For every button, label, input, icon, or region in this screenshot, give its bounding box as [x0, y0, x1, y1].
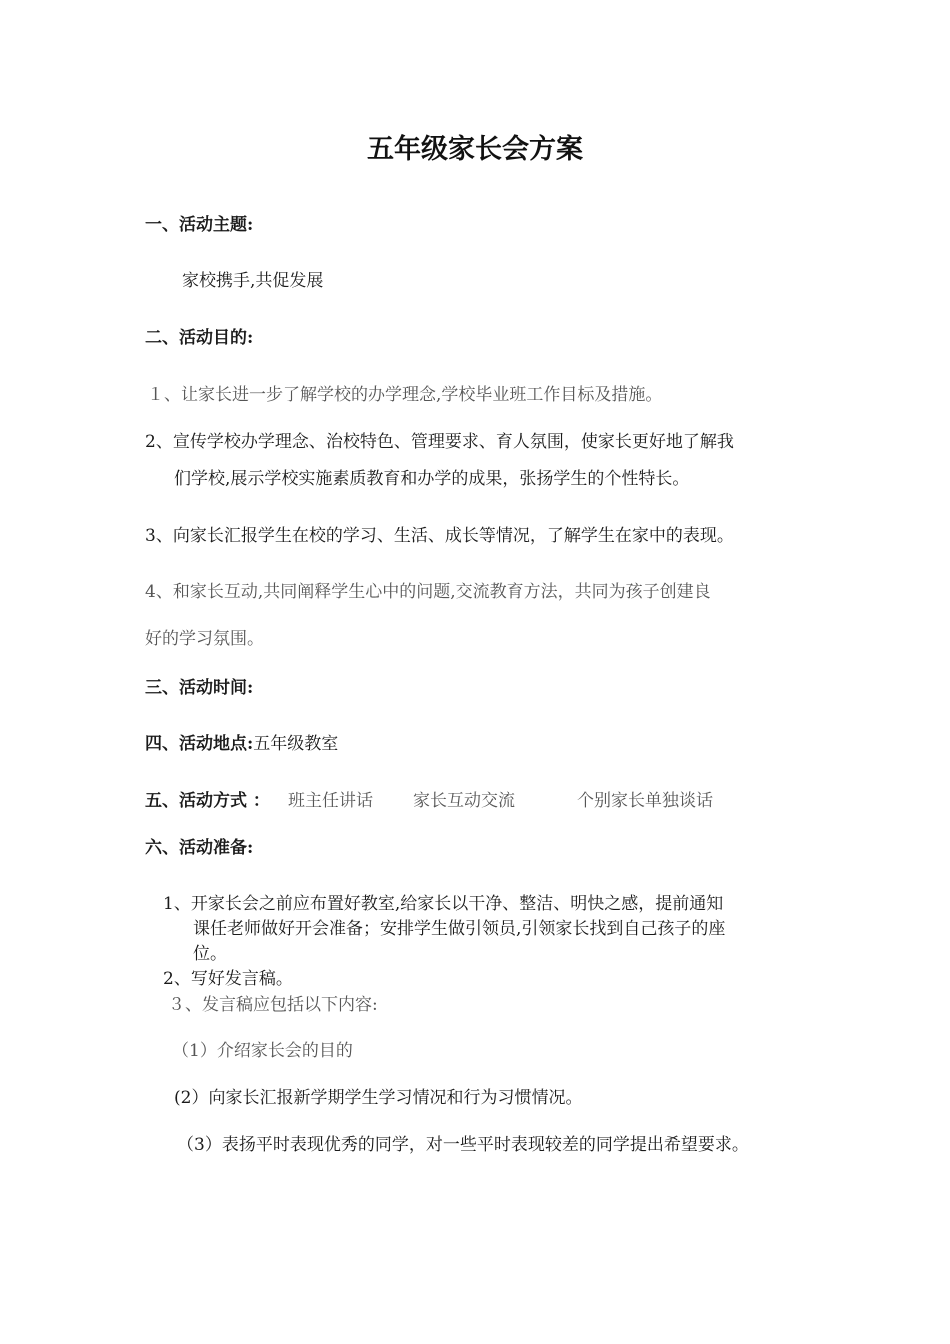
document-title: 五年级家长会方案 [367, 134, 583, 165]
section-1-heading: 一、活动主题: [145, 215, 254, 235]
prep-line-1: 1、开家长会之前应布置好教室,给家长以干净、整洁、明快之感，提前通知 [163, 894, 724, 914]
method-1: 班主任讲话 [288, 791, 373, 811]
section-6-heading: 六、活动准备: [145, 838, 254, 858]
prep-subitem-3: （3）表扬平时表现优秀的同学，对一些平时表现较差的同学提出希望要求。 [177, 1135, 749, 1155]
method-3: 个别家长单独谈话 [577, 791, 713, 811]
purpose-item-2-line-2: 们学校,展示学校实施素质教育和办学的成果，张扬学生的个性特长。 [174, 469, 690, 489]
purpose-item-4-line-2: 好的学习氛围。 [145, 629, 264, 649]
purpose-item-1: １、让家长进一步了解学校的办学理念,学校毕业班工作目标及措施。 [147, 385, 663, 405]
section-4-label: 四、活动地点: [145, 734, 254, 754]
purpose-item-2-line-1: 2、宣传学校办学理念、治校特色、管理要求、育人氛围，使家长更好地了解我 [145, 432, 734, 452]
prep-line-4: 2、写好发言稿。 [163, 969, 293, 989]
purpose-item-4-line-1: 4、和家长互动,共同阐释学生心中的问题,交流教育方法，共同为孩子创建良 [145, 582, 711, 602]
prep-line-2: 课任老师做好开会准备；安排学生做引领员,引领家长找到自己孩子的座 [193, 919, 726, 939]
section-4-heading [145, 733, 338, 755]
section-2-heading: 二、活动目的: [145, 328, 254, 348]
section-3-heading: 三、活动时间: [145, 678, 254, 698]
section-5-heading: 五、活动方式 ： [145, 791, 270, 811]
section-1-content: 家校携手,共促发展 [182, 271, 324, 291]
prep-line-3: 位。 [193, 944, 227, 964]
prep-line-5: ３、发言稿应包括以下内容: [168, 995, 378, 1015]
prep-subitem-2: (2）向家长汇报新学期学生学习情况和行为习惯情况。 [174, 1088, 583, 1108]
section-4-value: 五年级教室 [253, 734, 339, 754]
method-2: 家长互动交流 [413, 791, 515, 811]
prep-subitem-1: （1）介绍家长会的目的 [172, 1041, 353, 1061]
purpose-item-3: 3、向家长汇报学生在校的学习、生活、成长等情况，了解学生在家中的表现。 [145, 526, 734, 546]
